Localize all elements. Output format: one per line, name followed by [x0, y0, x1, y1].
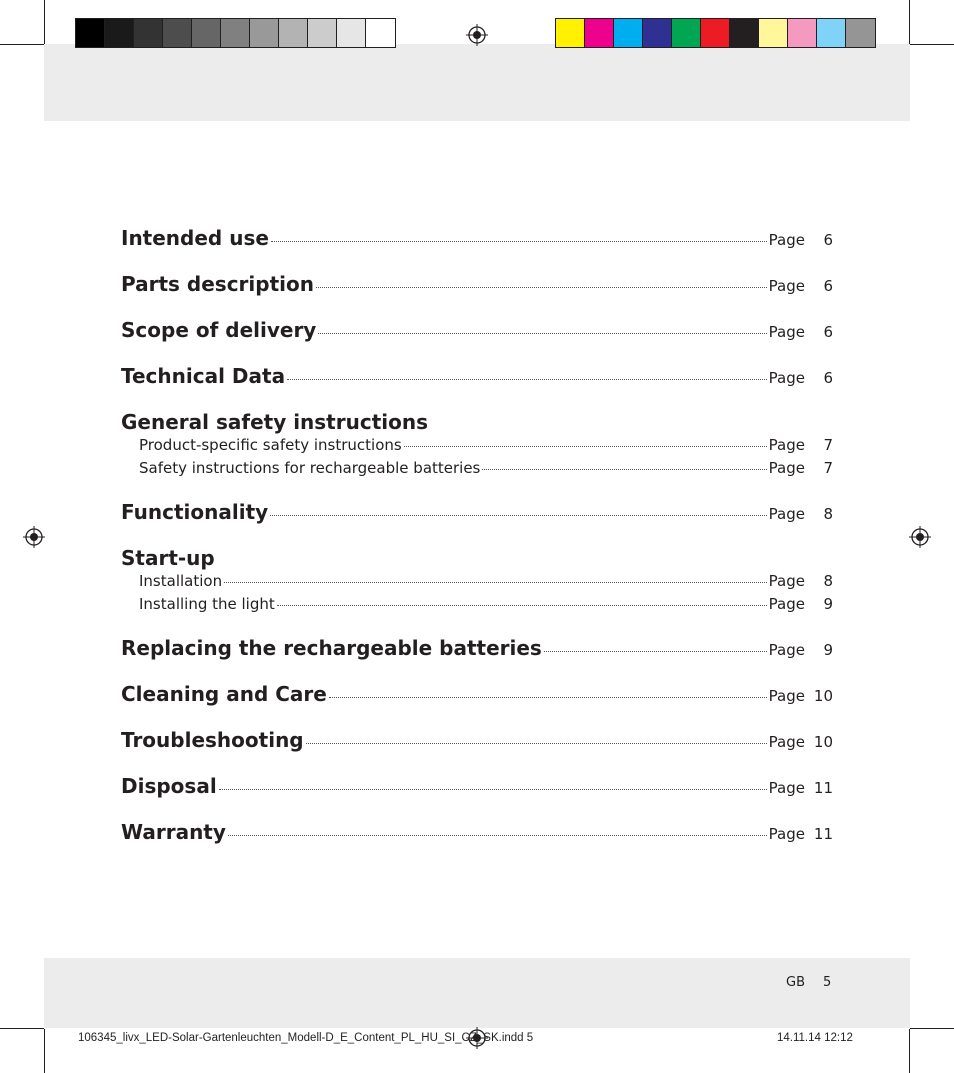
- color-swatch: [759, 19, 788, 47]
- color-swatch: [337, 19, 366, 47]
- toc-sub-entry: [121, 595, 833, 618]
- page-label: Page: [768, 641, 805, 659]
- toc-main-title: Warranty: [121, 820, 226, 844]
- toc-main-entry: [121, 682, 833, 710]
- registration-mark-icon: [466, 24, 488, 46]
- dot-leader: [219, 789, 767, 790]
- color-swatch: [614, 19, 643, 47]
- toc-main-entry: [121, 774, 833, 802]
- toc-sub-title: Installing the light: [139, 595, 275, 613]
- dot-leader: [544, 651, 767, 652]
- toc-section: [121, 364, 833, 392]
- toc-section-heading: [121, 410, 833, 436]
- toc-sub-entry: [121, 572, 833, 595]
- crop-mark: [909, 1029, 910, 1073]
- toc-main-entry: [121, 364, 833, 392]
- crop-mark: [44, 1029, 45, 1073]
- dot-leader: [224, 582, 767, 583]
- top-grey-band: [44, 44, 910, 121]
- slug-filename: 106345_livx_LED-Solar-Gartenleuchten_Modell-D_E_Content_PL_HU_SI_CZ_SK.indd 5: [78, 1032, 534, 1044]
- crop-mark: [0, 1028, 44, 1029]
- toc-section: [121, 728, 833, 756]
- page-number: 7: [823, 459, 833, 477]
- crop-mark: [910, 44, 954, 45]
- page-number: 8: [823, 572, 833, 590]
- color-swatch: [366, 19, 395, 47]
- color-swatch: [846, 19, 875, 47]
- color-swatch: [163, 19, 192, 47]
- toc-main-entry: [121, 272, 833, 300]
- dot-leader: [318, 333, 766, 334]
- toc-main-title: Troubleshooting: [121, 728, 304, 752]
- page-label: Page: [768, 459, 805, 477]
- toc-main-title: Replacing the rechargeable batteries: [121, 636, 542, 660]
- page-label: Page: [768, 572, 805, 590]
- table-of-contents: [121, 226, 833, 866]
- color-swatch: [221, 19, 250, 47]
- page-label: Page: [768, 505, 805, 523]
- dot-leader: [404, 446, 767, 447]
- page-label: Page: [768, 825, 805, 843]
- footer-page-number: 5: [823, 975, 832, 990]
- process-color-bar: [555, 18, 876, 48]
- color-swatch: [556, 19, 585, 47]
- dot-leader: [329, 697, 767, 698]
- dot-leader: [228, 835, 767, 836]
- page-number: 8: [823, 505, 833, 523]
- toc-section: [121, 272, 833, 300]
- color-swatch: [105, 19, 134, 47]
- toc-main-entry: [121, 820, 833, 848]
- toc-sub-title: Installation: [139, 572, 223, 590]
- page-number: 6: [823, 369, 833, 387]
- toc-main-entry: [121, 728, 833, 756]
- color-swatch: [308, 19, 337, 47]
- page-label: Page: [768, 369, 805, 387]
- toc-main-entry: [121, 226, 833, 254]
- toc-heading-title: General safety instructions: [121, 410, 429, 434]
- dot-leader: [482, 469, 766, 470]
- color-swatch: [76, 19, 105, 47]
- toc-section-heading: [121, 546, 833, 572]
- toc-section: [121, 226, 833, 254]
- toc-section: [121, 820, 833, 848]
- toc-section: [121, 318, 833, 346]
- toc-main-entry: [121, 318, 833, 346]
- dot-leader: [306, 743, 767, 744]
- page-number: 9: [823, 595, 833, 613]
- dot-leader: [271, 241, 767, 242]
- page-number: 6: [823, 277, 833, 295]
- toc-section: [121, 774, 833, 802]
- toc-sub-entry: [121, 459, 833, 482]
- toc-sub-title: Product-specific safety instructions: [139, 436, 402, 454]
- registration-mark-icon: [23, 526, 45, 548]
- crop-mark: [910, 1028, 954, 1029]
- crop-mark: [44, 0, 45, 44]
- color-swatch: [279, 19, 308, 47]
- color-swatch: [817, 19, 846, 47]
- color-swatch: [730, 19, 759, 47]
- page-number: 10: [813, 733, 833, 751]
- page-label: Page: [768, 733, 805, 751]
- color-swatch: [134, 19, 163, 47]
- page-number: 11: [813, 779, 833, 797]
- toc-section: [121, 636, 833, 664]
- color-swatch: [585, 19, 614, 47]
- toc-main-title: Intended use: [121, 226, 269, 250]
- color-swatch: [192, 19, 221, 47]
- color-swatch: [701, 19, 730, 47]
- page-label: Page: [768, 231, 805, 249]
- toc-main-title: Disposal: [121, 774, 217, 798]
- toc-sub-title: Safety instructions for rechargeable batteries: [139, 459, 481, 477]
- toc-section: [121, 682, 833, 710]
- toc-sub-entry: [121, 436, 833, 459]
- toc-heading-title: Start-up: [121, 546, 215, 570]
- toc-main-entry: [121, 636, 833, 664]
- color-swatch: [250, 19, 279, 47]
- dot-leader: [270, 515, 766, 516]
- dot-leader: [316, 287, 767, 288]
- toc-section: [121, 410, 833, 482]
- registration-mark-icon: [909, 526, 931, 548]
- page-label: Page: [768, 436, 805, 454]
- toc-section: [121, 500, 833, 528]
- dot-leader: [277, 605, 767, 606]
- slug-date: 14.11.14 12:12: [777, 1032, 853, 1044]
- toc-main-entry: [121, 500, 833, 528]
- color-swatch: [788, 19, 817, 47]
- toc-main-title: Scope of delivery: [121, 318, 317, 342]
- bottom-grey-band: [44, 958, 910, 1028]
- toc-main-title: Functionality: [121, 500, 269, 524]
- toc-main-title: Parts description: [121, 272, 314, 296]
- toc-main-title: Technical Data: [121, 364, 286, 388]
- grey-color-bar: [75, 18, 396, 48]
- page-number: 11: [813, 825, 833, 843]
- toc-section: [121, 546, 833, 618]
- page-number: 6: [823, 231, 833, 249]
- page-number: 10: [813, 687, 833, 705]
- page-label: Page: [768, 687, 805, 705]
- footer-language: GB: [786, 975, 805, 990]
- page-label: Page: [768, 277, 805, 295]
- dot-leader: [287, 379, 767, 380]
- page-number: 7: [823, 436, 833, 454]
- toc-main-title: Cleaning and Care: [121, 682, 327, 706]
- page-number: 6: [823, 323, 833, 341]
- color-swatch: [643, 19, 672, 47]
- color-swatch: [672, 19, 701, 47]
- page-label: Page: [768, 323, 805, 341]
- page-label: Page: [768, 779, 805, 797]
- crop-mark: [0, 44, 44, 45]
- page-number: 9: [823, 641, 833, 659]
- crop-mark: [909, 0, 910, 44]
- page-label: Page: [768, 595, 805, 613]
